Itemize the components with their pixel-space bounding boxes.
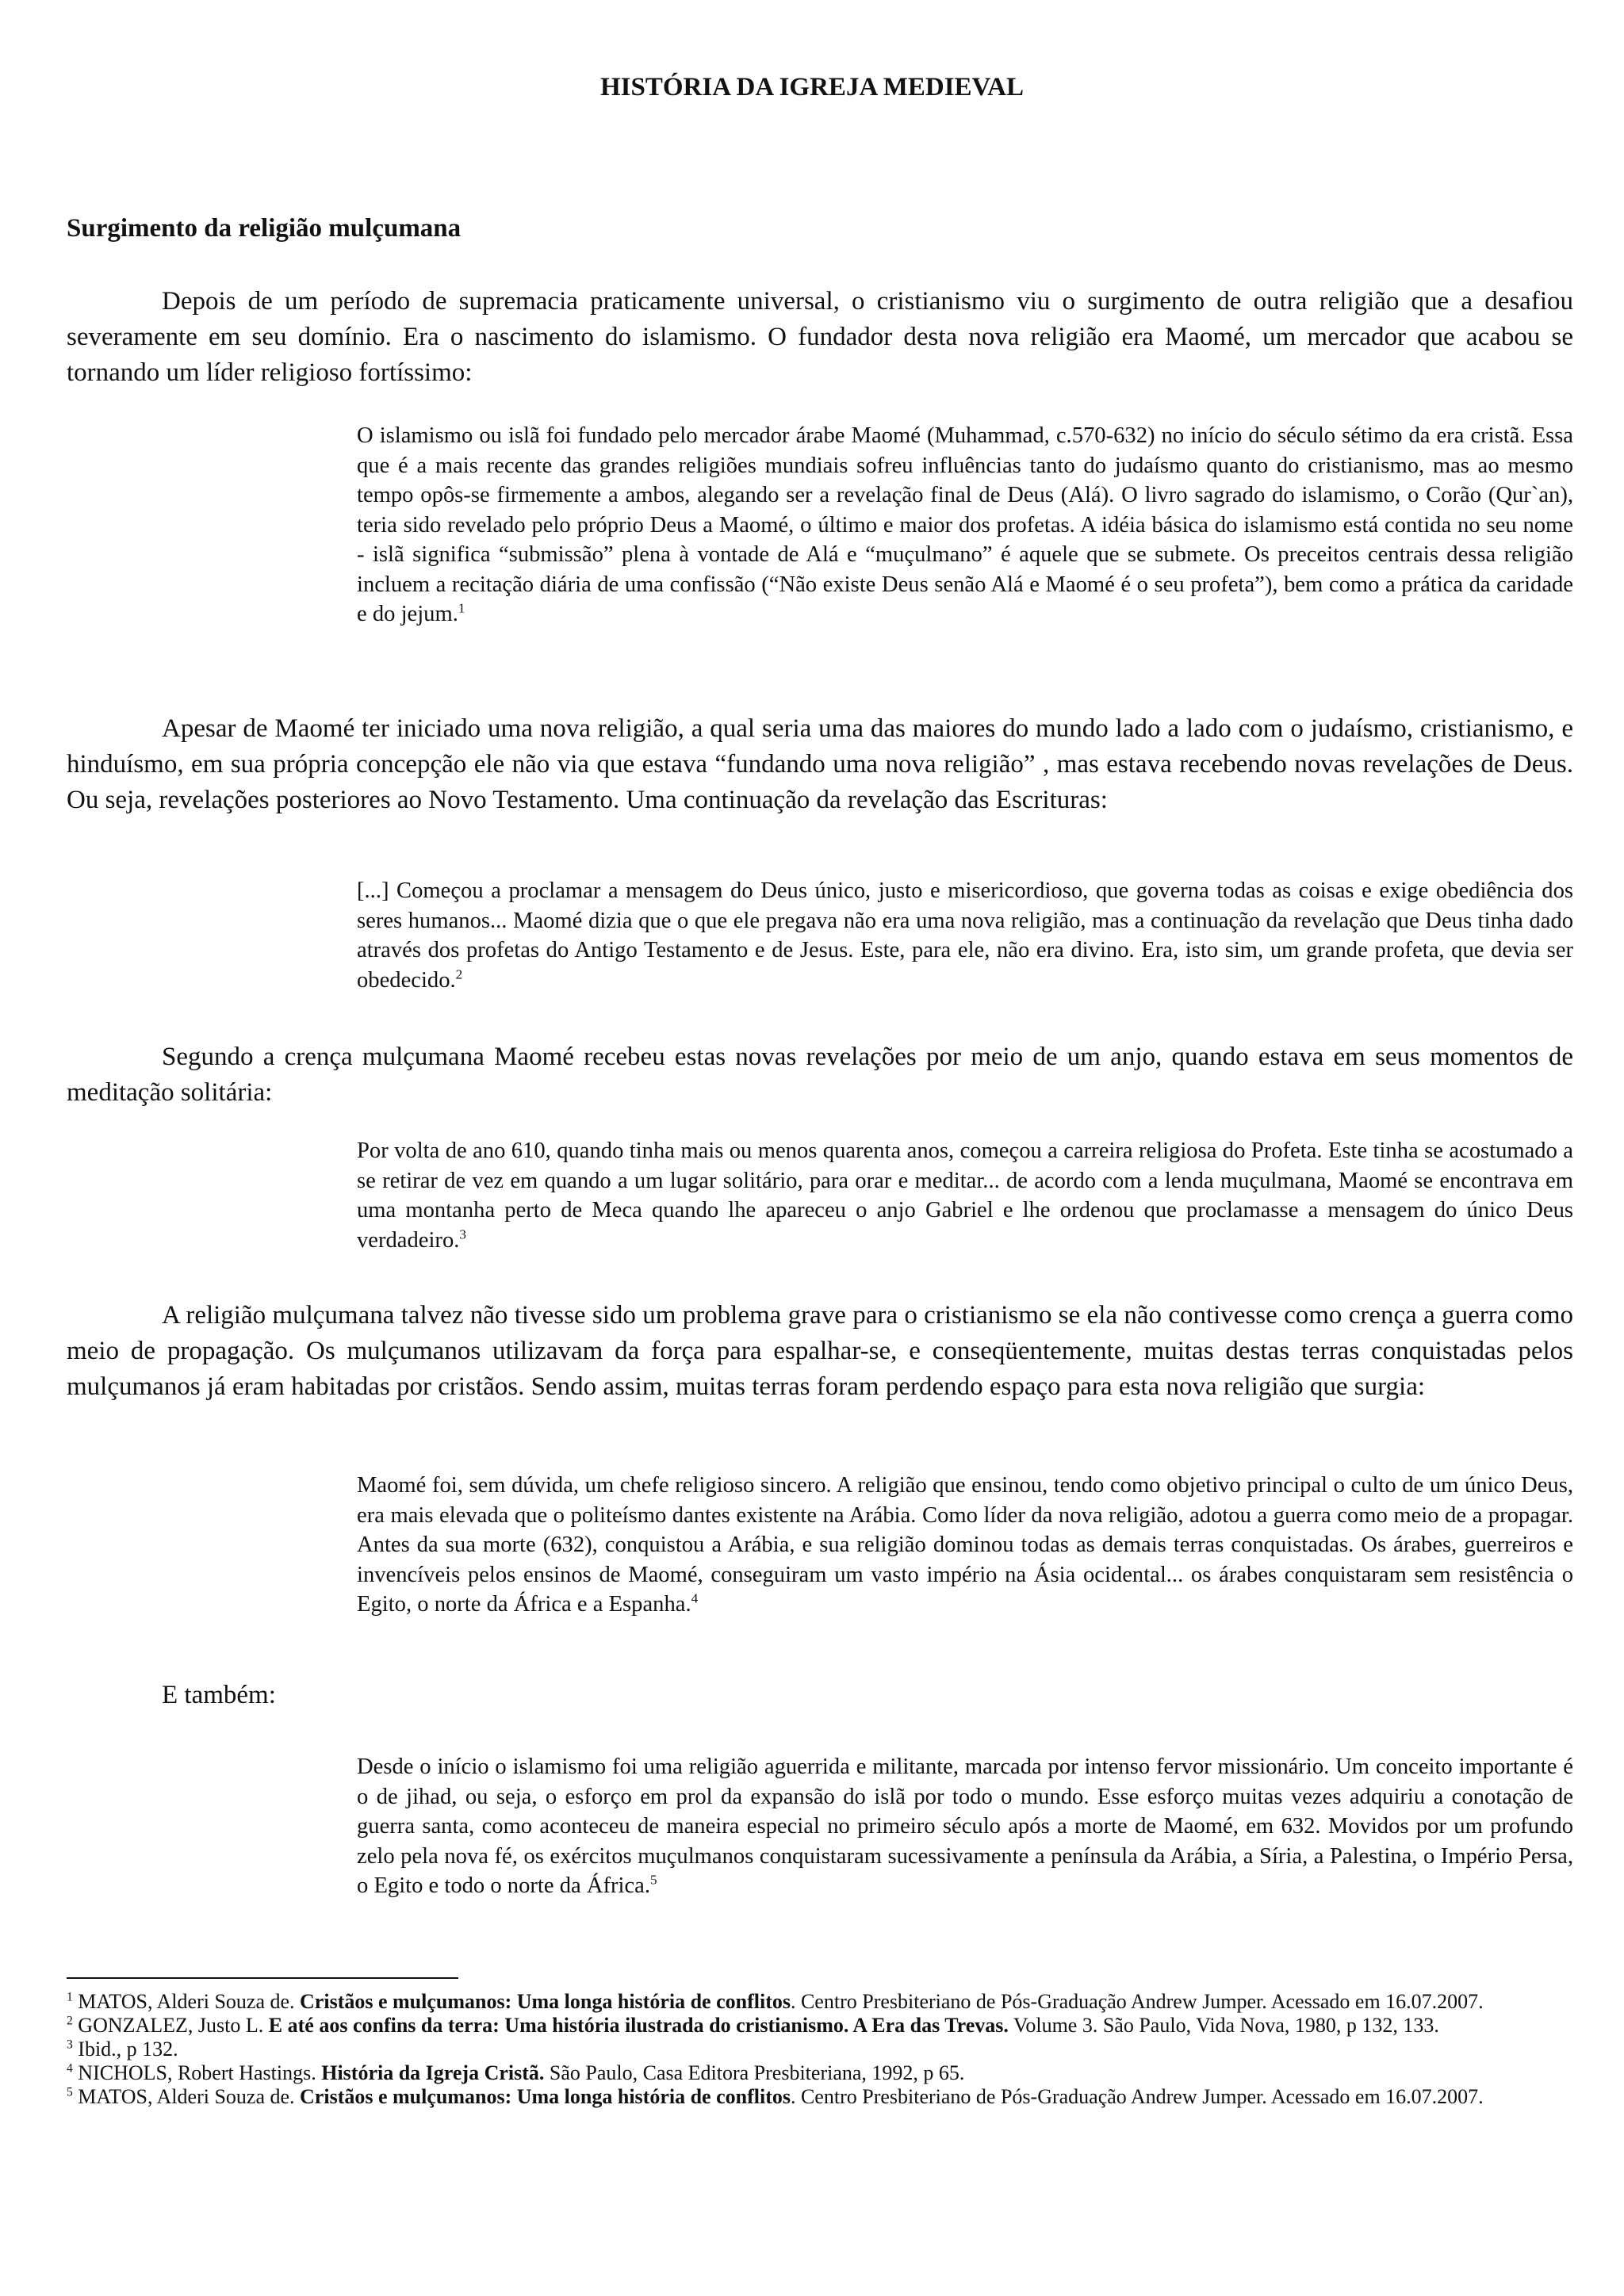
quote-text: Desde o início o islamismo foi uma religião aguerrida e militante, marcada por intenso fervor missionário. Um conceito importante é o de jihad, ou seja, o esforço em prol da expansão do islã por todo o mundo. Esse esforço muitas vezes adquiriu a conotação de guerra santa, como aconteceu de maneira especial no primeiro século após a morte de Maomé, em 632. Movidos por um profundo zelo pela nova fé, os exércitos muçulmanos conquistaram sucessivamente a península da Arábia, a Síria, a Palestina, o Império Persa, o Egito e todo o norte da África.: [357, 1755, 1573, 1898]
footnote-number: 2: [67, 2014, 73, 2028]
footnotes: [67, 1990, 1573, 2109]
footnote-number: 5: [67, 2085, 73, 2099]
footnote-ref: 3: [459, 1226, 466, 1242]
footnote-5: [67, 2085, 1573, 2109]
footnote-work-title: História da Igreja Cristã.: [321, 2061, 545, 2084]
paragraph-text: A religião mulçumana talvez não tivesse sido um problema grave para o cristianismo se ela não contivesse como crença a guerra como meio de propagação. Os mulçumanos utilizavam da força para espalhar-se, e conseqüentemente, muitas destas terras conquistadas pelos mulçumanos já eram habitadas por cristãos. Sendo assim, muitas terras foram perdendo espaço para esta nova religião que surgia:: [67, 1301, 1573, 1401]
footnote-ref: 5: [650, 1872, 657, 1888]
footnote-work-title: Cristãos e mulçumanos: Uma longa história de conflitos: [300, 2085, 791, 2108]
footnote-author: GONZALEZ, Justo L.: [78, 2014, 269, 2037]
section-heading: Surgimento da religião mulçumana: [67, 214, 462, 243]
footnote-author: Ibid., p 132.: [78, 2038, 178, 2061]
footnote-details: . Centro Presbiteriano de Pós-Graduação Andrew Jumper. Acessado em 16.07.2007.: [790, 2085, 1484, 2108]
also-label: E também:: [162, 1681, 276, 1709]
paragraph-text: Segundo a crença mulçumana Maomé recebeu estas novas revelações por meio de um anjo, quando estava em seus momentos de meditação solitária:: [67, 1043, 1573, 1107]
footnote-4: [67, 2061, 1573, 2085]
block-quote-4: [357, 1471, 1573, 1620]
footnote-3: [67, 2038, 1573, 2061]
body-paragraph-3: [67, 1039, 1573, 1111]
quote-text: Por volta de ano 610, quando tinha mais ou menos quarenta anos, começou a carreira religiosa do Profeta. Este tinha se acostumado a se retirar de vez em quando a um lugar solitário, para orar e meditar... de acordo com a lenda muçulmana, Maomé se encontrava em uma montanha perto de Meca quando lhe apareceu o anjo Gabriel e lhe ordenou que proclamasse a mensagem do único Deus verdadeiro.: [357, 1138, 1573, 1253]
page-title: HISTÓRIA DA IGREJA MEDIEVAL: [600, 73, 1024, 101]
footnote-work-title: E até aos confins da terra: Uma história ilustrada do cristianismo. A Era das Trevas.: [268, 2014, 1009, 2037]
footnote-number: 1: [67, 1990, 73, 2004]
footnote-ref: 2: [455, 966, 463, 982]
block-quote-3: [357, 1136, 1573, 1255]
footnote-details: Volume 3. São Paulo, Vida Nova, 1980, p 132, 133.: [1008, 2014, 1439, 2037]
footnote-number: 4: [67, 2061, 73, 2076]
block-quote-1: [357, 421, 1573, 629]
footnote-2: [67, 2014, 1573, 2038]
footnote-author: MATOS, Alderi Souza de.: [78, 2085, 301, 2108]
footnote-author: MATOS, Alderi Souza de.: [78, 1990, 301, 2013]
body-paragraph-1: [67, 284, 1573, 391]
paragraph-text: Apesar de Maomé ter iniciado uma nova religião, a qual seria uma das maiores do mundo lado a lado com o judaísmo, cristianismo, e hinduísmo, em sua própria concepção ele não via que estava “fundando uma nova religião” , mas estava recebendo novas revelações de Deus. Ou seja, revelações posteriores ao Novo Testamento. Uma continuação da revelação das Escrituras:: [67, 714, 1573, 814]
footnote-separator: [67, 1977, 458, 1979]
footnote-details: . Centro Presbiteriano de Pós-Graduação Andrew Jumper. Acessado em 16.07.2007.: [790, 1990, 1484, 2013]
footnote-work-title: Cristãos e mulçumanos: Uma longa história de conflitos: [300, 1990, 791, 2013]
quote-text: O islamismo ou islã foi fundado pelo mercador árabe Maomé (Muhammad, c.570-632) no início do século sétimo da era cristã. Essa que é a mais recente das grandes religiões mundiais sofreu influências tanto do judaísmo quanto do cristianismo, mas ao mesmo tempo opôs-se firmemente a ambos, alegando ser a revelação final de Deus (Alá). O livro sagrado do islamismo, o Corão (Qur`an), teria sido revelado pelo próprio Deus a Maomé, o último e maior dos profetas. A idéia básica do islamismo está contida no seu nome - islã significa “submissão” plena à vontade de Alá e “muçulmano” é aquele que se submete. Os preceitos centrais dessa religião incluem a recitação diária de uma confissão (“Não existe Deus senão Alá e Maomé é o seu profeta”), bem como a prática da caridade e do jejum.: [357, 423, 1573, 626]
footnote-ref: 1: [458, 600, 465, 616]
body-paragraph-4: [67, 1298, 1573, 1405]
block-quote-5: [357, 1752, 1573, 1901]
footnote-ref: 4: [691, 1590, 699, 1606]
block-quote-2: [357, 876, 1573, 995]
footnote-author: NICHOLS, Robert Hastings.: [78, 2061, 322, 2084]
footnote-number: 3: [67, 2038, 73, 2052]
paragraph-text: Depois de um período de supremacia praticamente universal, o cristianismo viu o surgimento de outra religião que a desafiou severamente em seu domínio. Era o nascimento do islamismo. O fundador desta nova religião era Maomé, um mercador que acabou se tornando um líder religioso fortíssimo:: [67, 287, 1573, 387]
footnote-details: São Paulo, Casa Editora Presbiteriana, 1992, p 65.: [544, 2061, 965, 2084]
quote-text: [...] Começou a proclamar a mensagem do Deus único, justo e misericordioso, que governa todas as coisas e exige obediência dos seres humanos... Maomé dizia que o que ele pregava não era uma nova religião, mas a continuação da revelação que Deus tinha dado através dos profetas do Antigo Testamento e de Jesus. Este, para ele, não era divino. Era, isto sim, um grande profeta, que devia ser obedecido.: [357, 878, 1573, 993]
quote-text: Maomé foi, sem dúvida, um chefe religioso sincero. A religião que ensinou, tendo como objetivo principal o culto de um único Deus, era mais elevada que o politeísmo dantes existente na Arábia. Como líder da nova religião, adotou a guerra como meio de a propagar. Antes da sua morte (632), conquistou a Arábia, e sua religião dominou todas as demais terras conquistadas. Os árabes, guerreiros e invencíveis pelos ensinos de Maomé, conseguiram um vasto império na Ásia ocidental... os árabes conquistaram sem resistência o Egito, o norte da África e a Espanha.: [357, 1473, 1573, 1617]
footnote-1: [67, 1990, 1573, 2014]
body-paragraph-2: [67, 711, 1573, 818]
